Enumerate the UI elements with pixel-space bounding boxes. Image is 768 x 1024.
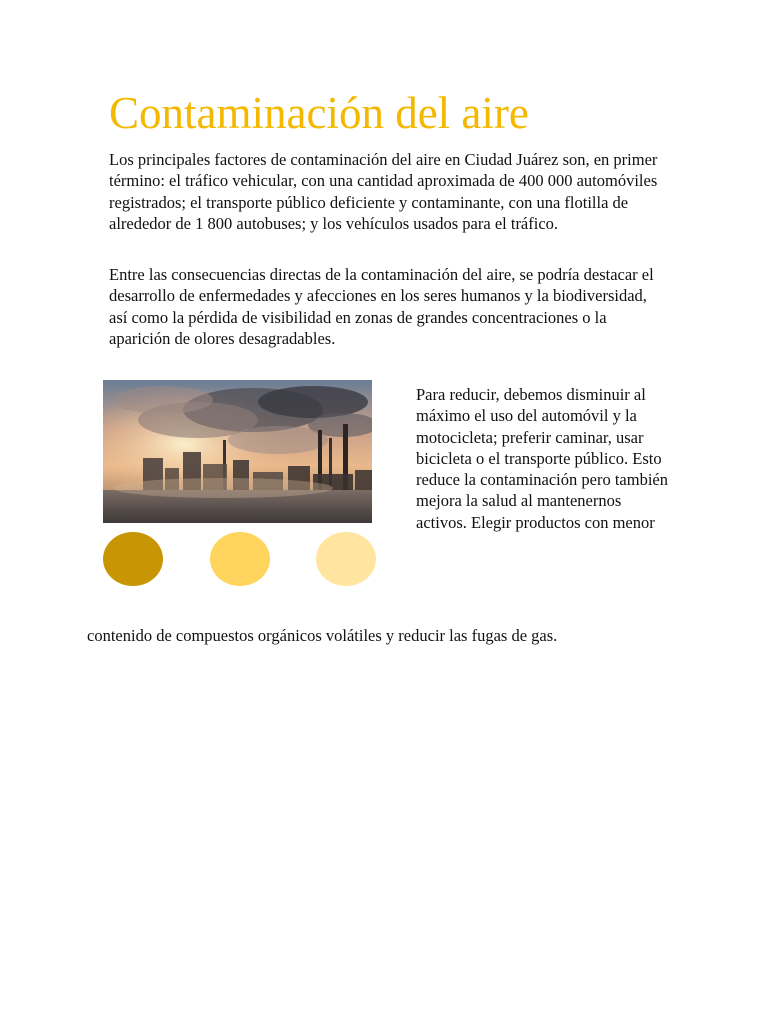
paragraph-traffic-factors: Los principales factores de contaminación del aire en Ciudad Juárez son, en primer término: el tráfico vehicular, con una cantidad aproximada de 400 000 automóviles registrados; el transporte público deficiente y contaminante, con una flotilla de alrededor de 1 800 autobuses; y los vehículos usados para el tráfico.	[109, 150, 658, 233]
continuation-text: contenido de compuestos orgánicos volátiles y reducir las fugas de gas.	[87, 626, 558, 645]
industrial-smog-photo	[103, 380, 372, 523]
color-swatch-yellow	[210, 532, 270, 586]
page-title: Contaminación del aire	[109, 88, 529, 138]
color-swatch-dark-gold	[103, 532, 163, 586]
reduction-advice-text: Para reducir, debemos disminuir al máximo el uso del automóvil y la motocicleta; preferir caminar, usar bicicleta o el transporte público. Esto reduce la contaminación pero también mejora la salud al mantenernos activos. Elegir productos con menor	[416, 385, 668, 532]
paragraph-consequences: Entre las consecuencias directas de la contaminación del aire, se podría destacar el desarrollo de enfermedades y afecciones en los seres humanos y la biodiversidad, así como la pérdida de visibilidad en zonas de grandes concentraciones o la aparición de olores desagradables.	[109, 265, 654, 348]
color-swatch-pale-yellow	[316, 532, 376, 586]
